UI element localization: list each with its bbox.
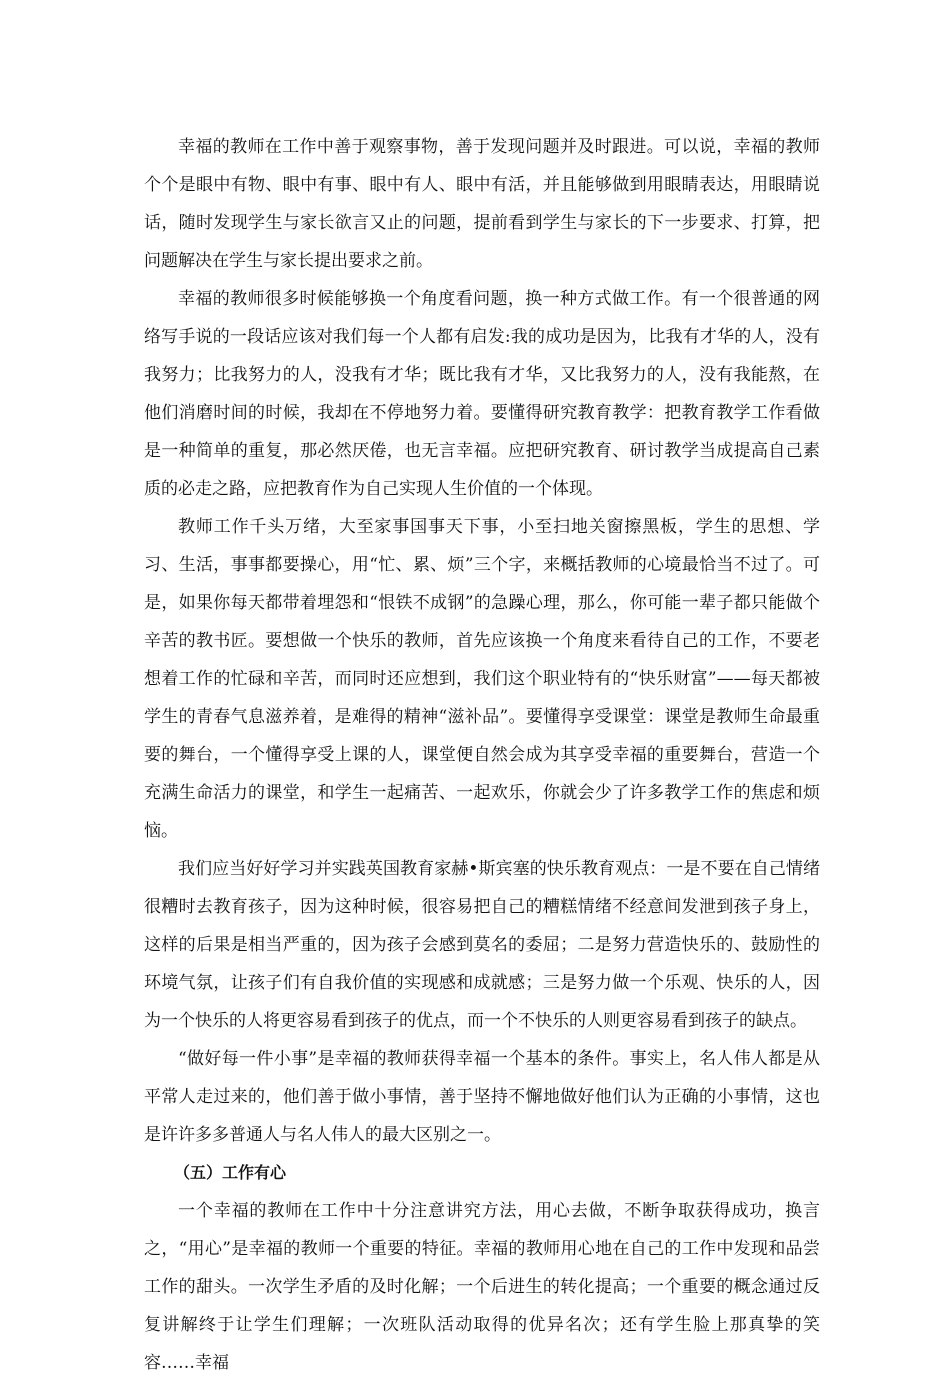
paragraph-teacher-work: 教师工作千头万绪，大至家事国事天下事，小至扫地关窗擦黑板，学生的思想、学习、生活，事事都要操心，用“忙、累、烦”三个字，来概括教师的心境最恰当不过了。可是，如果你每天都带着埋怨和“恨铁不成钢”的急躁心理，那么，你可能一辈子都只能做个辛苦的教书匠。要想做一个快乐的教师，首先应该换一个角度来看待自己的工作，不要老想着工作的忙碌和辛苦，而同时还应想到，我们这个职业特有的“快乐财富”——每天都被学生的青春气息滋养着，是难得的精神“滋补品”。要懂得享受课堂：课堂是教师生命最重要的舞台，一个懂得享受上课的人，课堂便自然会成为其享受幸福的重要舞台，营造一个充满生命活力的课堂，和学生一起痛苦、一起欢乐，你就会少了许多教学工作的焦虑和烦恼。: [144, 517, 820, 841]
paragraph-observation: 幸福的教师在工作中善于观察事物，善于发现问题并及时跟进。可以说，幸福的教师个个是眼中有物、眼中有事、眼中有人、眼中有活，并且能够做到用眼睛表达，用眼睛说话，随时发现学生与家长欲言又止的问题，提前看到学生与家长的下一步要求、打算，把问题解决在学生与家长提出要求之前。: [144, 137, 820, 271]
section-heading: （五）工作有心: [174, 1163, 287, 1182]
document-body: [144, 128, 820, 1382]
paragraph-attentive-work: 一个幸福的教师在工作中十分注意讲究方法，用心去做，不断争取获得成功，换言之，“用心”是幸福的教师一个重要的特征。幸福的教师用心地在自己的工作中发现和品尝工作的甜头。一次学生矛盾的及时化解；一个后进生的转化提高；一个重要的概念通过反复讲解终于让学生们理解；一次班队活动取得的优异名次；还有学生脸上那真挚的笑容……幸福: [144, 1201, 820, 1373]
paragraph-spencer: 我们应当好好学习并实践英国教育家赫•斯宾塞的快乐教育观点：一是不要在自己情绪很糟时去教育孩子，因为这种时候，很容易把自己的糟糕情绪不经意间发泄到孩子身上，这样的后果是相当严重的，因为孩子会感到莫名的委屈；二是努力营造快乐的、鼓励性的环境气氛，让孩子们有自我价值的实现感和成就感；三是努力做一个乐观、快乐的人，因为一个快乐的人将更容易看到孩子的优点，而一个不快乐的人则更容易看到孩子的缺点。: [144, 859, 820, 1031]
paragraph-small-things: “做好每一件小事”是幸福的教师获得幸福一个基本的条件。事实上，名人伟人都是从平常人走过来的，他们善于做小事情，善于坚持不懈地做好他们认为正确的小事情，这也是许许多多普通人与名人伟人的最大区别之一。: [144, 1049, 820, 1145]
paragraph-perspective: 幸福的教师很多时候能够换一个角度看问题，换一种方式做工作。有一个很普通的网络写手说的一段话应该对我们每一个人都有启发:我的成功是因为，比我有才华的人，没有我努力；比我努力的人，没我有才华；既比我有才华，又比我努力的人，没有我能熬，在他们消磨时间的时候，我却在不停地努力着。要懂得研究教育教学：把教育教学工作看做是一种简单的重复，那必然厌倦，也无言幸福。应把研究教育、研讨教学当成提高自己素质的必走之路，应把教育作为自己实现人生价值的一个体现。: [144, 289, 820, 499]
